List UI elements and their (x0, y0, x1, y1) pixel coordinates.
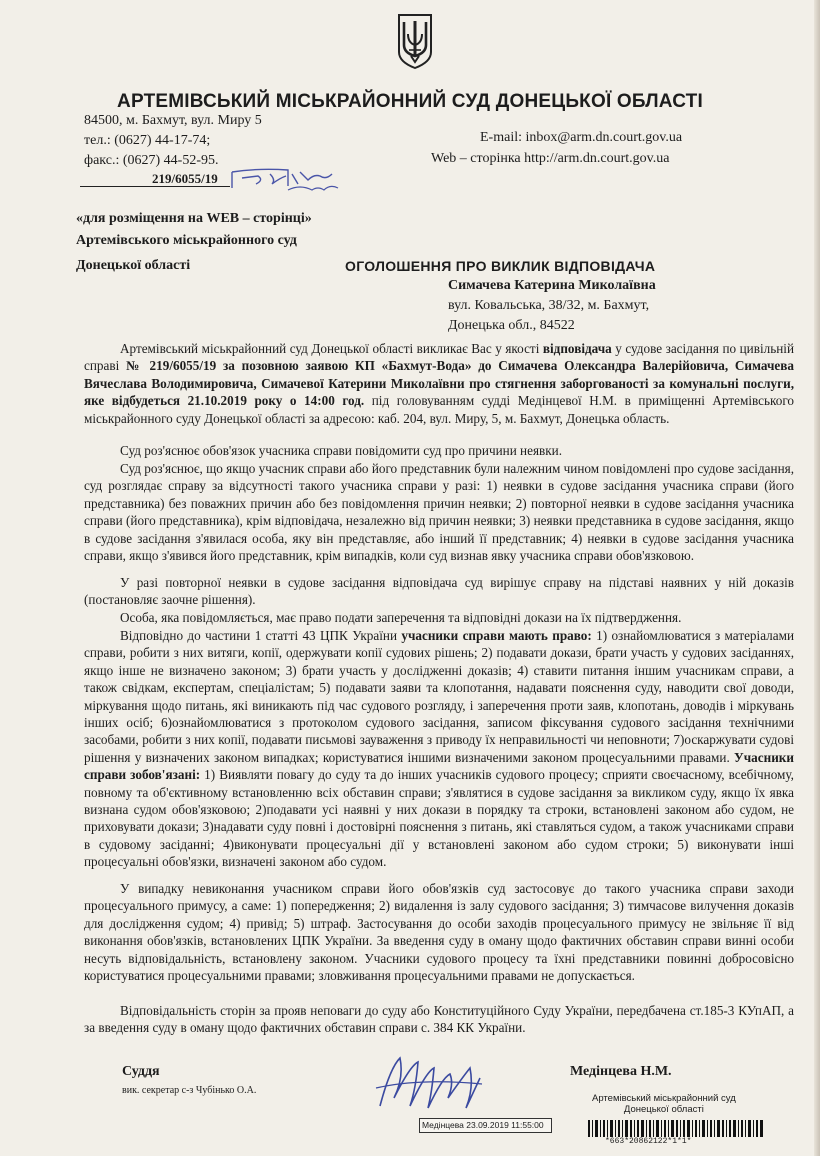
handwritten-registration-mark (228, 166, 348, 194)
court-fax: факс.: (0627) 44-52-95. (84, 153, 219, 168)
repeat-absence-paragraph: У разі повторної неявки в судове засідання відповідача суд вирішує справу на підставі наявних у ній доказів (постановляє заочне рішення). (84, 575, 794, 608)
court-stamp (592, 1093, 736, 1115)
court-website: Web – сторінка http://arm.dn.court.gov.ua (431, 151, 670, 166)
trident-emblem-icon (396, 12, 434, 70)
absence-notice-paragraph: Суд роз'яснює обов'язок учасника справи повідомити суд про причини неявки. (120, 443, 563, 458)
court-stamp-line2: Донецької області (623, 1104, 704, 1115)
summons-case-details: № 219/6055/19 за позовною заявою КП «Бахмут-Вода» до Симачева Олександра Валерійовича, Симачева Вячеслава Володимировича, Симачевої Катерини Миколаївни про стягнення заборгованості за комунальні послуги, яке відбудеться 21.10.2019 року о 14:00 год. (84, 358, 794, 409)
objection-right-paragraph: Особа, яка повідомляється, має право подати заперечення та відповідні докази на їх підтвердження. (120, 610, 682, 625)
court-name: АРТЕМІВСЬКИЙ МІСЬКРАЙОННИЙ СУД ДОНЕЦЬКОЇ ОБЛАСТІ (117, 91, 703, 112)
rights-list: 1) ознайомлюватися з матеріалами справи, робити з них витяги, копії, одержувати копії судових рішень; 2) подавати докази, брати участь у судових засіданнях, якщо інше не визначено законом; 3) брати участь у дослідженні доказів; 4) ставити питання іншим учасникам справи, а також свідкам, експертам, спеціалістам; 5) подавати заяви та клопотання, надавати пояснення суду, наводити свої доводи, міркування щодо питань, які виникають під час судового розгляду, і заперечення проти заяв, клопотань, доводів і міркувань інших осіб; 6)ознайомлюватися з протоколом судового засідання, записом фіксування судового засідання технічними засобами, робити з них копії, подавати письмові зауваження з приводу їх неправильності чи неповноти; 7)оскаржувати судові рішення у визначених законом випадках; користуватися іншими визначеними законом процесуальними правами. (84, 628, 794, 765)
announcement-title: ОГОЛОШЕННЯ ПРО ВИКЛИК ВІДПОВІДАЧА (345, 258, 656, 274)
judge-role-label: Суддя (122, 1064, 160, 1079)
judge-name: Медінцева Н.М. (570, 1064, 672, 1079)
court-region: Донецької області (76, 258, 191, 273)
duties-list: 1) Виявляти повагу до суду та до інших учасників судового процесу; сприяти своєчасному, всебічному, повному та об'єктивному встановленню всіх обставин справи; з'являтися в судове засідання за викликом суду, якщо їх явка визнана судом обов'язковою; 2)подавати усі наявні у них докази в порядку та строки, встановлені законом або судом, не приховувати докази; 3)надавати суду повні і достовірні пояснення з питань, які ставляться судом, а також учасниками справи в судовому засіданні; 4)виконувати процесуальні дії у встановлені законом або судом строки; 5) виконувати інші процесуальні обов'язки, визначені законом або судом. (84, 767, 794, 870)
secretary-label: вик. секретар с-з Чубінько О.А. (122, 1085, 257, 1096)
web-placement-note: «для розміщення на WEB – сторінці» (76, 211, 312, 226)
summons-text-2: у судове засідання по цивільній справі (84, 341, 794, 374)
court-address: 84500, м. Бахмут, вул. Миру 5 (84, 113, 262, 128)
barcode-number: *663*20862122*1*1* (605, 1137, 692, 1146)
judge-signature (370, 1048, 490, 1118)
rights-intro: Відповідно до частини 1 статті 43 ЦПК України (120, 628, 402, 643)
coercion-paragraph: У випадку невиконання учасником справи його обов'язків суд застосовує до такого учасника справи заходи процесуального примусу, а саме: 1) попередження; 2) видалення із залу судового засідання; 3) тимчасове вилучення доказів для дослідження судом; 4) привід; 5) штраф. Застосування до особи заходів процесуального примусу не звільняє її від виконання обов'язків, встановлених ЦПК України. За введення суду в оману щодо фактичних обставин справи винні особи несуть відповідальність, встановлену законом. Учасники судового процесу та їхні представники повинні добросовісно користуватися процесуальними правами; зловживання процесуальними правами не допускається. (84, 881, 794, 984)
rights-heading: учасники справи мають право: (401, 628, 592, 643)
defendant-address-line2: Донецька обл., 84522 (448, 318, 575, 333)
summons-role: відповідача (542, 341, 612, 356)
rights-duties-paragraph (84, 627, 794, 871)
absence-rules-paragraph: Суд роз'яснює, що якщо учасник справи або його представник були належним чином повідомлені про судове засідання, суд розглядає справу за відсутності такого учасника справи у разі: 1) неявки в судове засідання учасника справи (його представника) без поважних причин або без повідомлення причин неявки; 2) повторної неявки в судове засідання учасника справи (його представника), крім відповідача, незалежно від причин неявки; 3) неявки представника в судове засідання, якщо в судове засідання з'явилася особа, яку він представляє, або інший її представник; 4) неявки в судове засідання учасника справи, якщо з'явився його представник, крім випадків, коли суд визнав явку учасника справи обов'язковою. (84, 461, 794, 564)
defendant-address-line1: вул. Ковальська, 38/32, м. Бахмут, (448, 298, 650, 313)
case-number: 219/6055/19 (152, 171, 218, 186)
barcode-icon (588, 1120, 764, 1137)
duties-heading: Учасники справи зобов'язані: (84, 749, 794, 783)
page-edge (814, 0, 820, 1156)
defendant-name: Симачева Катерина Миколаївна (448, 278, 656, 293)
court-email: E-mail: inbox@arm.dn.court.gov.ua (480, 130, 683, 145)
summons-location: під головуванням судді Медінцевої Н.М. в приміщенні Артемівського міськрайонного суду Донецької області за адресою: каб. 204, вул. Миру, 5, м. Бахмут, Донецька область. (84, 393, 795, 426)
court-stamp-line1: Артемівський міськрайонний суд (592, 1093, 736, 1104)
summons-text-1: Артемівський міськрайонний суд Донецької області викликає Вас у якості (120, 341, 543, 356)
e-signature-stamp: Медінцева 23.09.2019 11:55:00 (419, 1118, 552, 1133)
summons-paragraph (84, 340, 794, 427)
court-phone: тел.: (0627) 44-17-74; (84, 133, 211, 148)
liability-paragraph: Відповідальність сторін за прояв неповаги до суду або Конституційного Суду України, передбачена ст.185-3 КУпАП, а за введення суду в оману щодо фактичних обставин справи с. 384 КК України. (84, 1003, 794, 1036)
court-name-short: Артемівського міськрайонного суд (76, 233, 297, 248)
